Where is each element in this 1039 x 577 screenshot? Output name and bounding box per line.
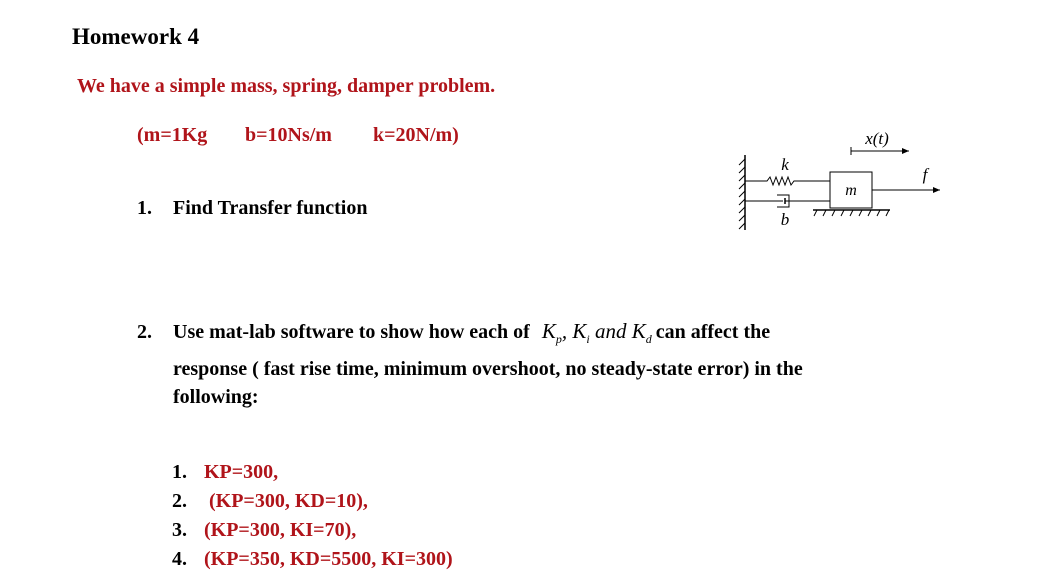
spring: [745, 177, 830, 185]
kd-symbol: K: [631, 319, 646, 343]
case-number: 3.: [172, 519, 187, 541]
case-number: 2.: [172, 490, 187, 512]
case-text: KP=300,: [204, 461, 279, 483]
question-2-line-1: [137, 315, 803, 355]
kp-subscript: p: [555, 332, 562, 347]
mass-label: m: [845, 182, 857, 199]
page-title: Homework 4: [72, 24, 200, 49]
gain-cases-list: [172, 458, 453, 574]
list-item: [172, 516, 453, 545]
ki-symbol: K: [572, 319, 587, 343]
question-2-line-3: following:: [173, 386, 259, 409]
list-item: [172, 458, 453, 487]
damper-label: b: [780, 210, 790, 229]
question-1-number: 1.: [137, 197, 152, 219]
param-mass: (m=1Kg: [137, 124, 208, 146]
mass-spring-damper-diagram: [735, 125, 965, 235]
param-damping: b=10Ns/m: [245, 124, 332, 146]
question-2-text-before: Use mat-lab software to show how each of: [173, 321, 530, 343]
question-1: [137, 197, 367, 220]
and-word: and: [594, 319, 627, 343]
kp-symbol: K: [541, 319, 556, 343]
spring-label: k: [781, 155, 789, 174]
case-number: 1.: [172, 461, 187, 483]
param-spring: k=20N/m): [373, 124, 459, 146]
displacement-label: x(t): [865, 129, 889, 148]
parameters-line: [137, 124, 459, 147]
list-item: [172, 545, 453, 574]
question-2-text-after: can affect the: [655, 321, 771, 343]
case-text: (KP=300, KD=10),: [204, 490, 368, 512]
case-number: 4.: [172, 548, 187, 570]
ki-subscript: i: [586, 332, 590, 347]
kd-subscript: d: [645, 332, 652, 347]
question-2-line-2: response ( fast rise time, minimum overshoot, no steady-state error) in the: [173, 358, 803, 381]
question-2: [137, 315, 803, 411]
case-text: (KP=350, KD=5500, KI=300): [204, 548, 453, 570]
question-2-number: 2.: [137, 321, 152, 343]
problem-intro: We have a simple mass, spring, damper problem.: [77, 75, 496, 97]
damper: [745, 195, 830, 207]
force-label: f: [922, 165, 928, 184]
fixed-wall: [739, 155, 745, 230]
case-text: (KP=300, KI=70),: [204, 519, 357, 541]
gain-symbols: $K_p$, $K_i$ and $K_d$: [541, 319, 652, 347]
question-1-text: Find Transfer function: [173, 197, 368, 219]
ground: [813, 210, 890, 216]
list-item: [172, 487, 453, 516]
